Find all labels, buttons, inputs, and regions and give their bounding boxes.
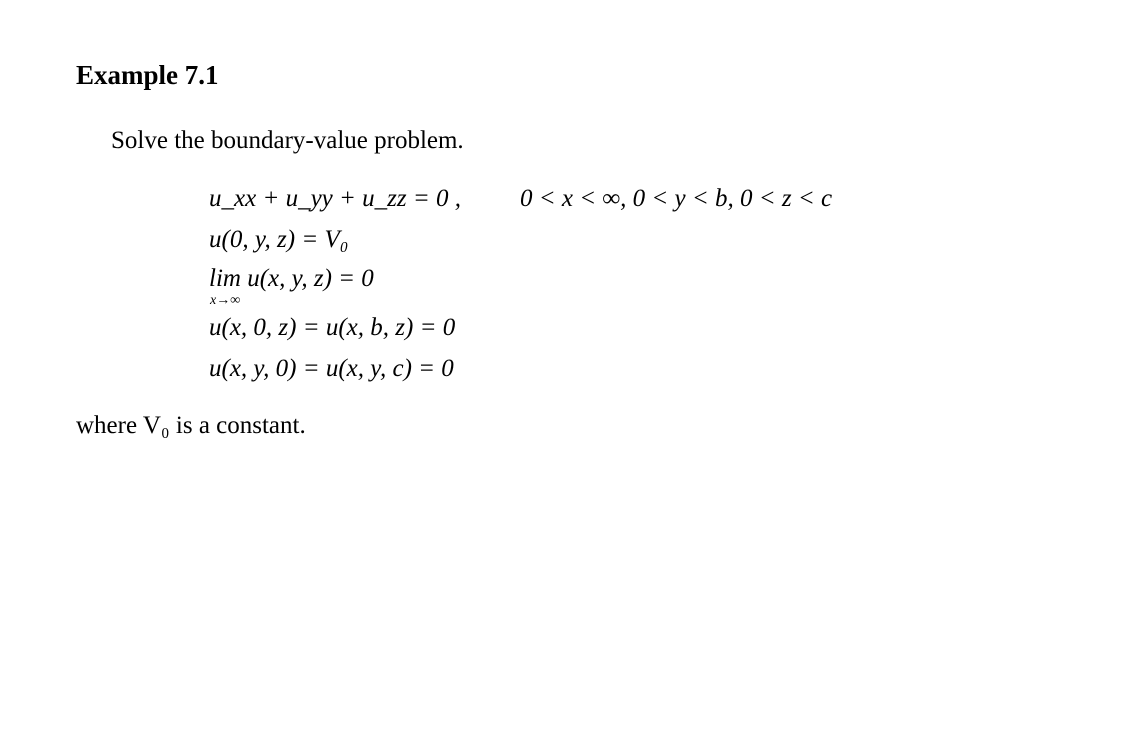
equation-boundary-z: u(x, y, 0) = u(x, y, c) = 0 [209, 355, 454, 382]
example-heading: Example 7.1 [76, 60, 219, 90]
limit-subscript: x→∞ [210, 293, 241, 308]
equation-boundary-y: u(x, 0, z) = u(x, b, z) = 0 [209, 314, 456, 341]
equation-limit: lim u(x, y, z) = 0 [209, 265, 374, 292]
problem-intro: Solve the boundary-value problem. [111, 127, 464, 154]
equation-laplace: u_xx + u_yy + u_zz = 0 , [209, 185, 461, 212]
equation-boundary-x0: u(0, y, z) = V₀ [209, 226, 349, 253]
domain-condition: 0 < x < ∞, 0 < y < b, 0 < z < c [520, 185, 833, 212]
closing-text: where V₀ is a constant. [76, 412, 306, 439]
